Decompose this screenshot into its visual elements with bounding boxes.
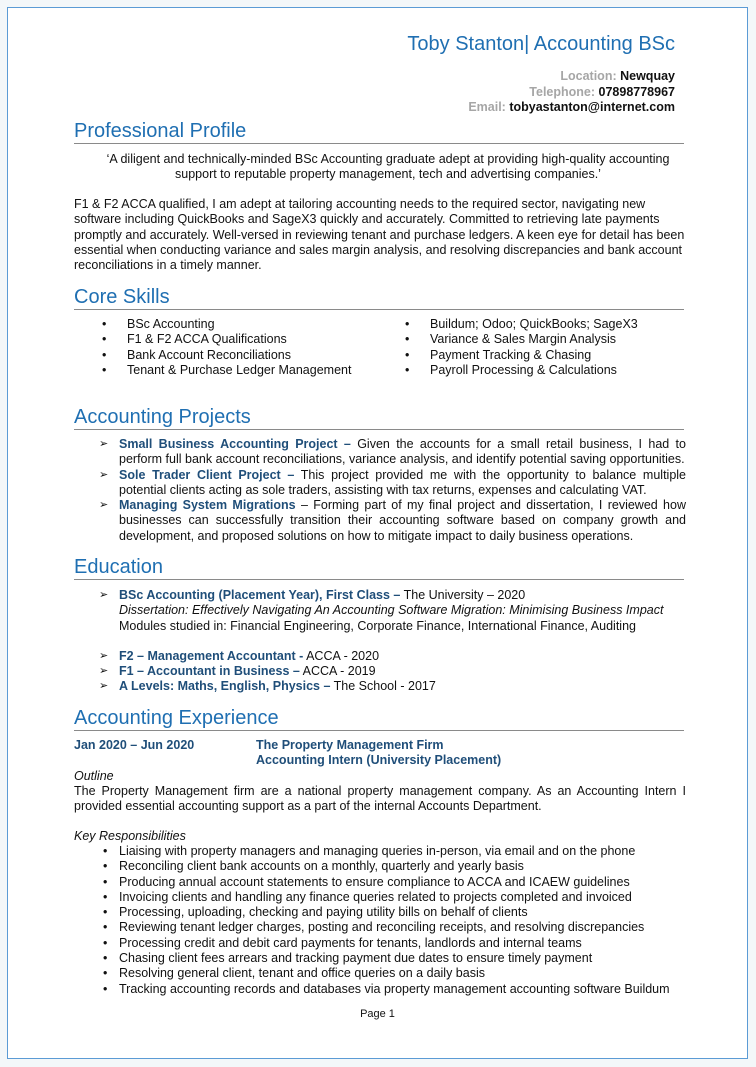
email-value: tobyastanton@internet.com — [509, 100, 675, 114]
arrow-icon: ➢ — [99, 499, 109, 512]
arrow-icon: ➢ — [99, 468, 109, 481]
responsibility-item: • Reconciling client bank accounts on a monthly, quarterly and yearly basis — [74, 859, 686, 874]
arrow-icon: ➢ — [99, 438, 109, 450]
skill-item: • Payment Tracking & Chasing — [405, 348, 638, 363]
degree-detail: The University – 2020 — [400, 588, 526, 602]
projects-title: Accounting Projects — [74, 406, 684, 430]
dissertation: Dissertation: Effectively Navigating An Accounting Software Migration: Minimising Business Impact — [119, 603, 664, 618]
location-label: Location: — [560, 69, 617, 83]
responsibilities-list — [74, 844, 686, 997]
project-description: – Forming part of my final project and dissertation, I reviewed how businesses can successfully transition their accounting software based on company growth and development, and proposed solutions on how to mitigate impact to daily business operations. — [119, 498, 686, 543]
arrow-icon: ➢ — [99, 649, 109, 662]
skill-item: • F1 & F2 ACCA Qualifications — [102, 332, 351, 347]
qualification-detail: ACCA - 2019 — [299, 664, 376, 679]
location-value: Newquay — [620, 69, 675, 83]
experience-company: The Property Management Firm — [256, 738, 444, 752]
project-item — [74, 498, 686, 544]
modules: Modules studied in: Financial Engineering, Corporate Finance, International Finance, Auditing — [119, 618, 636, 633]
responsibility-item: • Processing, uploading, checking and paying utility bills on behalf of clients — [74, 905, 686, 920]
qualification-name: F1 – Accountant in Business – — [119, 664, 300, 679]
degree-item — [74, 588, 686, 603]
project-item — [74, 468, 686, 499]
outline-label: Outline — [74, 769, 114, 783]
qualification-item — [74, 679, 686, 694]
qualification-item — [74, 664, 686, 679]
skill-item: • BSc Accounting — [102, 317, 351, 332]
profile-quote: ‘A diligent and technically-minded BSc Accounting graduate adept at providing high-quality accounting support to reputable property management, tech and advertising companies.’ — [106, 152, 670, 182]
degree-name: BSc Accounting (Placement Year), First Class – — [119, 588, 401, 602]
responsibilities-label: Key Responsibilities — [74, 829, 186, 843]
location-line — [560, 69, 675, 83]
skills-right-column — [405, 317, 638, 378]
telephone-line — [529, 85, 675, 99]
outline-text: The Property Management firm are a national property management company. As an Accounting Intern I provided essential accounting support as a part of the internal Accounts Department. — [74, 784, 686, 814]
experience-dates: Jan 2020 – Jun 2020 — [74, 738, 195, 752]
project-description: This project provided me with the opportunity to balance multiple potential clients acting as sole traders, assisting with tax returns, expenses and calculating VAT. — [119, 467, 686, 497]
telephone-label: Telephone: — [529, 85, 596, 99]
project-description: Given the accounts for a small retail business, I had to perform full bank account reconciliations, variance analysis, and identify potential saving opportunities. — [119, 437, 686, 467]
qualification-item — [74, 649, 686, 664]
profile-paragraph: F1 & F2 ACCA qualified, I am adept at tailoring accounting needs to the required sector, navigating new software including QuickBooks and SageX3 quickly and accurately. Committed to retrieving late payments promptly and accurately. Well-versed in reviewing tenant and purchase ledgers. A keen eye for detail has been essential when conducting variance and sales margin analysis, and resolving discrepancies and bank account reconciliations in a timely manner. — [74, 197, 685, 273]
qualification-detail: The School - 2017 — [330, 679, 436, 694]
arrow-icon: ➢ — [99, 680, 109, 693]
responsibility-item: • Invoicing clients and handling any finance queries related to projects completed and invoiced — [74, 890, 686, 905]
skill-item: • Buildum; Odoo; QuickBooks; SageX3 — [405, 317, 638, 332]
resume-page — [7, 7, 748, 1059]
skill-item: • Variance & Sales Margin Analysis — [405, 332, 638, 347]
skill-item: • Bank Account Reconciliations — [102, 348, 351, 363]
telephone-value: 07898778967 — [598, 85, 675, 99]
education-title: Education — [74, 556, 684, 580]
responsibility-item: • Processing credit and debit card payments for tenants, landlords and internal teams — [74, 936, 686, 951]
responsibility-item: • Resolving general client, tenant and office queries on a daily basis — [74, 966, 686, 981]
skill-item: • Payroll Processing & Calculations — [405, 363, 638, 378]
responsibility-item: • Producing annual account statements to ensure compliance to ACCA and ICAEW guidelines — [74, 875, 686, 890]
profile-title: Professional Profile — [74, 120, 684, 144]
responsibility-item: • Liaising with property managers and managing queries in-person, via email and on the phone — [74, 844, 686, 859]
arrow-icon: ➢ — [99, 665, 109, 678]
candidate-name: Toby Stanton| Accounting BSc — [407, 33, 675, 55]
experience-title: Accounting Experience — [74, 707, 684, 731]
responsibility-item: • Tracking accounting records and databases via property management accounting software Buildum — [74, 982, 686, 997]
project-name: Small Business Accounting Project – — [119, 437, 351, 451]
project-name: Sole Trader Client Project – — [119, 467, 295, 482]
page-number: Page 1 — [360, 1008, 395, 1020]
email-label: Email: — [468, 100, 506, 114]
responsibility-item: • Reviewing tenant ledger charges, posting and reconciling receipts, and resolving discrepancies — [74, 920, 686, 935]
skills-title: Core Skills — [74, 286, 684, 310]
qualification-name: A Levels: Maths, English, Physics – — [119, 679, 331, 694]
experience-role: Accounting Intern (University Placement) — [256, 753, 502, 767]
qualification-name: F2 – Management Accountant - — [119, 648, 304, 663]
email-line — [468, 100, 675, 114]
skills-left-column — [102, 317, 351, 378]
education-list — [74, 588, 686, 695]
skill-item: • Tenant & Purchase Ledger Management — [102, 363, 351, 378]
responsibility-item: • Chasing client fees arrears and tracking payment due dates to ensure timely payment — [74, 951, 686, 966]
projects-list — [74, 437, 686, 544]
project-item — [74, 437, 686, 468]
arrow-icon: ➢ — [99, 589, 109, 601]
project-name: Managing System Migrations — [119, 498, 296, 513]
qualification-detail: ACCA - 2020 — [303, 648, 380, 663]
